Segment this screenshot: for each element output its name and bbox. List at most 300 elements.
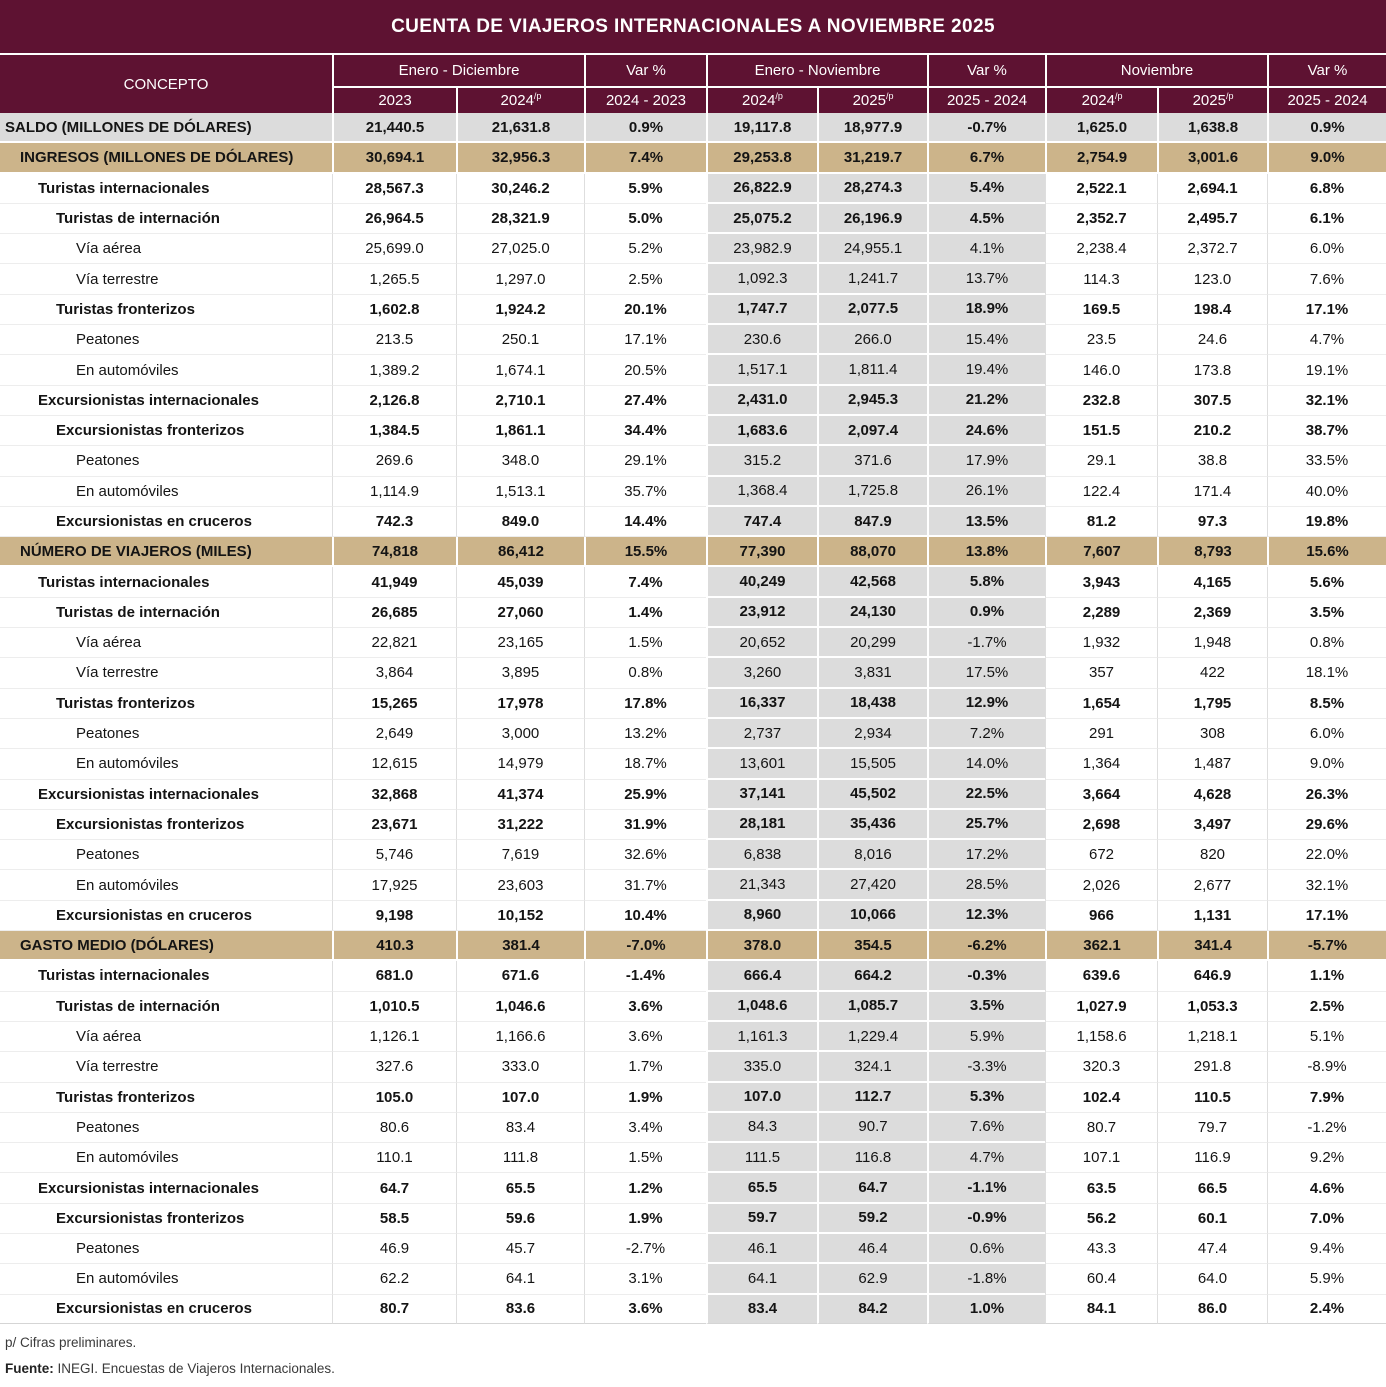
value-cell: -1.4% bbox=[584, 961, 706, 991]
row-label: Turistas internacionales bbox=[0, 567, 332, 597]
value-cell: 31.7% bbox=[584, 870, 706, 900]
table-row bbox=[0, 1083, 1386, 1113]
value-cell: 116.9 bbox=[1157, 1143, 1267, 1173]
row-label: Excursionistas fronterizos bbox=[0, 810, 332, 840]
value-cell: 23,165 bbox=[456, 628, 584, 658]
value-cell: 2,026 bbox=[1045, 870, 1157, 900]
row-label: SALDO (MILLONES DE DÓLARES) bbox=[0, 113, 332, 143]
table-row bbox=[0, 931, 1386, 961]
value-cell: 4.7% bbox=[1267, 325, 1386, 355]
value-cell: 1,053.3 bbox=[1157, 992, 1267, 1022]
value-cell: 47.4 bbox=[1157, 1234, 1267, 1264]
table-row bbox=[0, 749, 1386, 779]
value-cell: 80.7 bbox=[332, 1295, 456, 1324]
value-cell: 46.4 bbox=[817, 1234, 927, 1264]
value-cell: 1,161.3 bbox=[706, 1022, 817, 1052]
value-cell: 13,601 bbox=[706, 749, 817, 779]
value-cell: 381.4 bbox=[456, 931, 584, 961]
value-cell: 23,671 bbox=[332, 810, 456, 840]
value-cell: 348.0 bbox=[456, 446, 584, 476]
value-cell: 9.0% bbox=[1267, 143, 1386, 173]
value-cell: 122.4 bbox=[1045, 477, 1157, 507]
value-cell: 7.6% bbox=[1267, 264, 1386, 294]
row-label: Excursionistas en cruceros bbox=[0, 901, 332, 931]
value-cell: 10.4% bbox=[584, 901, 706, 931]
value-cell: 19.8% bbox=[1267, 507, 1386, 537]
col-group-header-4: Noviembre bbox=[1045, 55, 1267, 88]
value-cell: 5.9% bbox=[927, 1022, 1045, 1052]
value-cell: 4,628 bbox=[1157, 780, 1267, 810]
value-cell: 4.1% bbox=[927, 234, 1045, 264]
table-row bbox=[0, 870, 1386, 900]
value-cell: 3.6% bbox=[584, 992, 706, 1022]
value-cell: 0.8% bbox=[1267, 628, 1386, 658]
value-cell: 111.5 bbox=[706, 1143, 817, 1173]
value-cell: 25,075.2 bbox=[706, 204, 817, 234]
value-cell: 5.4% bbox=[927, 174, 1045, 204]
footnote-preliminary: p/ Cifras preliminares. bbox=[5, 1334, 137, 1350]
value-cell: 315.2 bbox=[706, 446, 817, 476]
value-cell: 1,048.6 bbox=[706, 992, 817, 1022]
row-label: Peatones bbox=[0, 1113, 332, 1143]
footnote-source bbox=[5, 1361, 1386, 1376]
value-cell: 43.3 bbox=[1045, 1234, 1157, 1264]
value-cell: 5.0% bbox=[584, 204, 706, 234]
value-cell: 7,607 bbox=[1045, 537, 1157, 567]
col-group-header-5: Var % bbox=[1267, 55, 1386, 88]
value-cell: 64.7 bbox=[332, 1173, 456, 1203]
table-row bbox=[0, 295, 1386, 325]
value-cell: 32,956.3 bbox=[456, 143, 584, 173]
value-cell: 335.0 bbox=[706, 1052, 817, 1082]
value-cell: 13.7% bbox=[927, 264, 1045, 294]
value-cell: 5,746 bbox=[332, 840, 456, 870]
value-cell: 86.0 bbox=[1157, 1295, 1267, 1324]
table-row bbox=[0, 477, 1386, 507]
value-cell: 21,631.8 bbox=[456, 113, 584, 143]
value-cell: 2,126.8 bbox=[332, 386, 456, 416]
value-cell: 5.9% bbox=[1267, 1264, 1386, 1294]
value-cell: 291 bbox=[1045, 719, 1157, 749]
value-cell: 2,754.9 bbox=[1045, 143, 1157, 173]
value-cell: 24.6% bbox=[927, 416, 1045, 446]
value-cell: 5.9% bbox=[584, 174, 706, 204]
value-cell: 20,299 bbox=[817, 628, 927, 658]
value-cell: 83.6 bbox=[456, 1295, 584, 1324]
value-cell: 1,602.8 bbox=[332, 295, 456, 325]
row-label: En automóviles bbox=[0, 477, 332, 507]
value-cell: 123.0 bbox=[1157, 264, 1267, 294]
value-cell: 1,368.4 bbox=[706, 477, 817, 507]
row-label: Vía aérea bbox=[0, 628, 332, 658]
value-cell: 0.9% bbox=[584, 113, 706, 143]
source-label: Fuente: bbox=[5, 1360, 54, 1376]
value-cell: 742.3 bbox=[332, 507, 456, 537]
value-cell: 5.3% bbox=[927, 1083, 1045, 1113]
value-cell: 666.4 bbox=[706, 961, 817, 991]
value-cell: 354.5 bbox=[817, 931, 927, 961]
value-cell: 23.5 bbox=[1045, 325, 1157, 355]
table-row bbox=[0, 1113, 1386, 1143]
value-cell: 820 bbox=[1157, 840, 1267, 870]
value-cell: 681.0 bbox=[332, 961, 456, 991]
col-sub-header-2: 2024 - 2023 bbox=[584, 88, 706, 113]
value-cell: 1.5% bbox=[584, 1143, 706, 1173]
value-cell: 847.9 bbox=[817, 507, 927, 537]
value-cell: 1,364 bbox=[1045, 749, 1157, 779]
row-label: Peatones bbox=[0, 446, 332, 476]
value-cell: 15,265 bbox=[332, 689, 456, 719]
value-cell: 1,297.0 bbox=[456, 264, 584, 294]
row-label: Turistas fronterizos bbox=[0, 295, 332, 325]
value-cell: 107.1 bbox=[1045, 1143, 1157, 1173]
col-sub-header-3: $2024^{/p}$ bbox=[706, 88, 817, 113]
value-cell: 171.4 bbox=[1157, 477, 1267, 507]
table-row bbox=[0, 113, 1386, 143]
value-cell: 29,253.8 bbox=[706, 143, 817, 173]
value-cell: 2,934 bbox=[817, 719, 927, 749]
value-cell: 5.8% bbox=[927, 567, 1045, 597]
value-cell: 20.1% bbox=[584, 295, 706, 325]
value-cell: 3,664 bbox=[1045, 780, 1157, 810]
value-cell: 357 bbox=[1045, 658, 1157, 688]
value-cell: 639.6 bbox=[1045, 961, 1157, 991]
value-cell: 23,982.9 bbox=[706, 234, 817, 264]
value-cell: 23,603 bbox=[456, 870, 584, 900]
value-cell: 1,861.1 bbox=[456, 416, 584, 446]
value-cell: 25,699.0 bbox=[332, 234, 456, 264]
value-cell: 1,384.5 bbox=[332, 416, 456, 446]
value-cell: 16,337 bbox=[706, 689, 817, 719]
row-label: Vía terrestre bbox=[0, 1052, 332, 1082]
value-cell: 84.3 bbox=[706, 1113, 817, 1143]
value-cell: 291.8 bbox=[1157, 1052, 1267, 1082]
value-cell: -3.3% bbox=[927, 1052, 1045, 1082]
value-cell: 63.5 bbox=[1045, 1173, 1157, 1203]
value-cell: 13.5% bbox=[927, 507, 1045, 537]
row-label: Excursionistas internacionales bbox=[0, 1173, 332, 1203]
value-cell: 8,960 bbox=[706, 901, 817, 931]
row-label: Excursionistas internacionales bbox=[0, 780, 332, 810]
value-cell: 42,568 bbox=[817, 567, 927, 597]
value-cell: 672 bbox=[1045, 840, 1157, 870]
value-cell: 1,654 bbox=[1045, 689, 1157, 719]
value-cell: 1,795 bbox=[1157, 689, 1267, 719]
value-cell: 362.1 bbox=[1045, 931, 1157, 961]
value-cell: 83.4 bbox=[456, 1113, 584, 1143]
value-cell: 64.0 bbox=[1157, 1264, 1267, 1294]
value-cell: 1,126.1 bbox=[332, 1022, 456, 1052]
col-sub-header-0: 2023 bbox=[332, 88, 456, 113]
value-cell: 1,932 bbox=[1045, 628, 1157, 658]
value-cell: 17,925 bbox=[332, 870, 456, 900]
value-cell: 41,374 bbox=[456, 780, 584, 810]
value-cell: -6.2% bbox=[927, 931, 1045, 961]
value-cell: 14,979 bbox=[456, 749, 584, 779]
table-row bbox=[0, 507, 1386, 537]
value-cell: 1.2% bbox=[584, 1173, 706, 1203]
value-cell: 1.0% bbox=[927, 1295, 1045, 1324]
value-cell: 32.1% bbox=[1267, 870, 1386, 900]
value-cell: 21,343 bbox=[706, 870, 817, 900]
value-cell: 1,513.1 bbox=[456, 477, 584, 507]
value-cell: 9.2% bbox=[1267, 1143, 1386, 1173]
value-cell: 30,246.2 bbox=[456, 174, 584, 204]
value-cell: 64.1 bbox=[706, 1264, 817, 1294]
value-cell: 32.6% bbox=[584, 840, 706, 870]
value-cell: 22,821 bbox=[332, 628, 456, 658]
table-row bbox=[0, 264, 1386, 294]
value-cell: 12.3% bbox=[927, 901, 1045, 931]
table-header bbox=[0, 55, 1386, 113]
value-cell: 38.7% bbox=[1267, 416, 1386, 446]
value-cell: 9.0% bbox=[1267, 749, 1386, 779]
value-cell: 21,440.5 bbox=[332, 113, 456, 143]
value-cell: 2,522.1 bbox=[1045, 174, 1157, 204]
value-cell: 2.4% bbox=[1267, 1295, 1386, 1324]
value-cell: 17.5% bbox=[927, 658, 1045, 688]
value-cell: 1,487 bbox=[1157, 749, 1267, 779]
value-cell: 1,747.7 bbox=[706, 295, 817, 325]
value-cell: 1,114.9 bbox=[332, 477, 456, 507]
value-cell: 15.6% bbox=[1267, 537, 1386, 567]
value-cell: 65.5 bbox=[706, 1173, 817, 1203]
value-cell: 40,249 bbox=[706, 567, 817, 597]
value-cell: 3.1% bbox=[584, 1264, 706, 1294]
value-cell: 6.0% bbox=[1267, 719, 1386, 749]
value-cell: 1,158.6 bbox=[1045, 1022, 1157, 1052]
value-cell: 27.4% bbox=[584, 386, 706, 416]
value-cell: 2,372.7 bbox=[1157, 234, 1267, 264]
value-cell: 17.2% bbox=[927, 840, 1045, 870]
value-cell: 2,649 bbox=[332, 719, 456, 749]
value-cell: 2.5% bbox=[1267, 992, 1386, 1022]
value-cell: 646.9 bbox=[1157, 961, 1267, 991]
value-cell: 17.8% bbox=[584, 689, 706, 719]
row-label: En automóviles bbox=[0, 1143, 332, 1173]
value-cell: 17.9% bbox=[927, 446, 1045, 476]
value-cell: 1,725.8 bbox=[817, 477, 927, 507]
value-cell: 23,912 bbox=[706, 598, 817, 628]
value-cell: 13.8% bbox=[927, 537, 1045, 567]
value-cell: 198.4 bbox=[1157, 295, 1267, 325]
table-row bbox=[0, 567, 1386, 597]
value-cell: 2,694.1 bbox=[1157, 174, 1267, 204]
value-cell: 3,497 bbox=[1157, 810, 1267, 840]
value-cell: 19.1% bbox=[1267, 355, 1386, 385]
value-cell: 7,619 bbox=[456, 840, 584, 870]
value-cell: 3.6% bbox=[584, 1295, 706, 1324]
value-cell: 6.8% bbox=[1267, 174, 1386, 204]
value-cell: 2,369 bbox=[1157, 598, 1267, 628]
row-label: Turistas internacionales bbox=[0, 961, 332, 991]
row-label: Vía aérea bbox=[0, 1022, 332, 1052]
col-group-header-3: Var % bbox=[927, 55, 1045, 88]
value-cell: -0.3% bbox=[927, 961, 1045, 991]
row-label: Vía aérea bbox=[0, 234, 332, 264]
value-cell: -2.7% bbox=[584, 1234, 706, 1264]
value-cell: 1,241.7 bbox=[817, 264, 927, 294]
row-label: GASTO MEDIO (DÓLARES) bbox=[0, 931, 332, 961]
value-cell: 169.5 bbox=[1045, 295, 1157, 325]
value-cell: 112.7 bbox=[817, 1083, 927, 1113]
table-row bbox=[0, 1234, 1386, 1264]
value-cell: 341.4 bbox=[1157, 931, 1267, 961]
row-label: Turistas internacionales bbox=[0, 174, 332, 204]
value-cell: 12.9% bbox=[927, 689, 1045, 719]
value-cell: 56.2 bbox=[1045, 1204, 1157, 1234]
value-cell: 7.9% bbox=[1267, 1083, 1386, 1113]
col-group-header-0: Enero - Diciembre bbox=[332, 55, 584, 88]
value-cell: 15,505 bbox=[817, 749, 927, 779]
value-cell: 9,198 bbox=[332, 901, 456, 931]
value-cell: 1,517.1 bbox=[706, 355, 817, 385]
value-cell: 1,674.1 bbox=[456, 355, 584, 385]
row-label: Excursionistas fronterizos bbox=[0, 1204, 332, 1234]
value-cell: 19,117.8 bbox=[706, 113, 817, 143]
value-cell: 83.4 bbox=[706, 1295, 817, 1324]
value-cell: 2,289 bbox=[1045, 598, 1157, 628]
value-cell: 3.5% bbox=[927, 992, 1045, 1022]
value-cell: 26,822.9 bbox=[706, 174, 817, 204]
value-cell: 59.6 bbox=[456, 1204, 584, 1234]
value-cell: 1,085.7 bbox=[817, 992, 927, 1022]
value-cell: 6.0% bbox=[1267, 234, 1386, 264]
value-cell: 18.9% bbox=[927, 295, 1045, 325]
value-cell: 31,219.7 bbox=[817, 143, 927, 173]
table-row bbox=[0, 325, 1386, 355]
value-cell: 1.1% bbox=[1267, 961, 1386, 991]
value-cell: 26.3% bbox=[1267, 780, 1386, 810]
value-cell: 28,567.3 bbox=[332, 174, 456, 204]
value-cell: 19.4% bbox=[927, 355, 1045, 385]
row-label: Peatones bbox=[0, 1234, 332, 1264]
table-row bbox=[0, 780, 1386, 810]
value-cell: 46.9 bbox=[332, 1234, 456, 1264]
value-cell: 107.0 bbox=[706, 1083, 817, 1113]
value-cell: 6.7% bbox=[927, 143, 1045, 173]
table-row bbox=[0, 810, 1386, 840]
value-cell: 9.4% bbox=[1267, 1234, 1386, 1264]
page-title: CUENTA DE VIAJEROS INTERNACIONALES A NOVIEMBRE 2025 bbox=[391, 15, 995, 37]
row-label: Vía terrestre bbox=[0, 264, 332, 294]
value-cell: 6.1% bbox=[1267, 204, 1386, 234]
value-cell: 3.5% bbox=[1267, 598, 1386, 628]
value-cell: 1,683.6 bbox=[706, 416, 817, 446]
table-row bbox=[0, 1052, 1386, 1082]
value-cell: 0.9% bbox=[1267, 113, 1386, 143]
value-cell: 1,092.3 bbox=[706, 264, 817, 294]
table-row bbox=[0, 658, 1386, 688]
value-cell: 3,000 bbox=[456, 719, 584, 749]
value-cell: 17.1% bbox=[1267, 295, 1386, 325]
row-label: INGRESOS (MILLONES DE DÓLARES) bbox=[0, 143, 332, 173]
value-cell: 81.2 bbox=[1045, 507, 1157, 537]
value-cell: 4,165 bbox=[1157, 567, 1267, 597]
value-cell: 1,010.5 bbox=[332, 992, 456, 1022]
value-cell: 2,077.5 bbox=[817, 295, 927, 325]
value-cell: 1,811.4 bbox=[817, 355, 927, 385]
value-cell: 1,027.9 bbox=[1045, 992, 1157, 1022]
value-cell: 2,097.4 bbox=[817, 416, 927, 446]
col-sub-header-8: 2025 - 2024 bbox=[1267, 88, 1386, 113]
table-row bbox=[0, 1295, 1386, 1324]
value-cell: 28,181 bbox=[706, 810, 817, 840]
value-cell: 27,060 bbox=[456, 598, 584, 628]
value-cell: 3.6% bbox=[584, 1022, 706, 1052]
value-cell: 40.0% bbox=[1267, 477, 1386, 507]
row-label: En automóviles bbox=[0, 749, 332, 779]
value-cell: 7.4% bbox=[584, 567, 706, 597]
value-cell: 84.1 bbox=[1045, 1295, 1157, 1324]
value-cell: 7.0% bbox=[1267, 1204, 1386, 1234]
value-cell: 24,955.1 bbox=[817, 234, 927, 264]
value-cell: 26,964.5 bbox=[332, 204, 456, 234]
row-label: Turistas de internación bbox=[0, 992, 332, 1022]
value-cell: 173.8 bbox=[1157, 355, 1267, 385]
value-cell: 28,321.9 bbox=[456, 204, 584, 234]
value-cell: 107.0 bbox=[456, 1083, 584, 1113]
value-cell: 41,949 bbox=[332, 567, 456, 597]
value-cell: -8.9% bbox=[1267, 1052, 1386, 1082]
value-cell: 18,977.9 bbox=[817, 113, 927, 143]
col-group-header-2: Enero - Noviembre bbox=[706, 55, 927, 88]
value-cell: 410.3 bbox=[332, 931, 456, 961]
value-cell: 269.6 bbox=[332, 446, 456, 476]
value-cell: 60.4 bbox=[1045, 1264, 1157, 1294]
value-cell: 422 bbox=[1157, 658, 1267, 688]
value-cell: 3,943 bbox=[1045, 567, 1157, 597]
value-cell: 378.0 bbox=[706, 931, 817, 961]
row-label: En automóviles bbox=[0, 1264, 332, 1294]
value-cell: 27,025.0 bbox=[456, 234, 584, 264]
value-cell: -0.7% bbox=[927, 113, 1045, 143]
value-cell: 116.8 bbox=[817, 1143, 927, 1173]
table-row bbox=[0, 689, 1386, 719]
value-cell: 26.1% bbox=[927, 477, 1045, 507]
travelers-table bbox=[0, 55, 1386, 1324]
value-cell: 4.7% bbox=[927, 1143, 1045, 1173]
value-cell: -1.7% bbox=[927, 628, 1045, 658]
value-cell: 64.1 bbox=[456, 1264, 584, 1294]
table-row bbox=[0, 992, 1386, 1022]
value-cell: 1.9% bbox=[584, 1204, 706, 1234]
value-cell: 7.6% bbox=[927, 1113, 1045, 1143]
value-cell: 110.1 bbox=[332, 1143, 456, 1173]
value-cell: 1,948 bbox=[1157, 628, 1267, 658]
value-cell: 1,218.1 bbox=[1157, 1022, 1267, 1052]
value-cell: 8,793 bbox=[1157, 537, 1267, 567]
col-header-concepto: CONCEPTO bbox=[0, 55, 332, 113]
value-cell: 2,710.1 bbox=[456, 386, 584, 416]
value-cell: 210.2 bbox=[1157, 416, 1267, 446]
table-row bbox=[0, 355, 1386, 385]
value-cell: 10,066 bbox=[817, 901, 927, 931]
title-bar bbox=[0, 0, 1386, 55]
value-cell: 26,196.9 bbox=[817, 204, 927, 234]
value-cell: 266.0 bbox=[817, 325, 927, 355]
value-cell: 31,222 bbox=[456, 810, 584, 840]
row-label: Excursionistas fronterizos bbox=[0, 416, 332, 446]
table-row bbox=[0, 961, 1386, 991]
value-cell: 2,698 bbox=[1045, 810, 1157, 840]
value-cell: 1,229.4 bbox=[817, 1022, 927, 1052]
value-cell: 17,978 bbox=[456, 689, 584, 719]
value-cell: 80.6 bbox=[332, 1113, 456, 1143]
table-row bbox=[0, 416, 1386, 446]
value-cell: 22.5% bbox=[927, 780, 1045, 810]
value-cell: 1.7% bbox=[584, 1052, 706, 1082]
